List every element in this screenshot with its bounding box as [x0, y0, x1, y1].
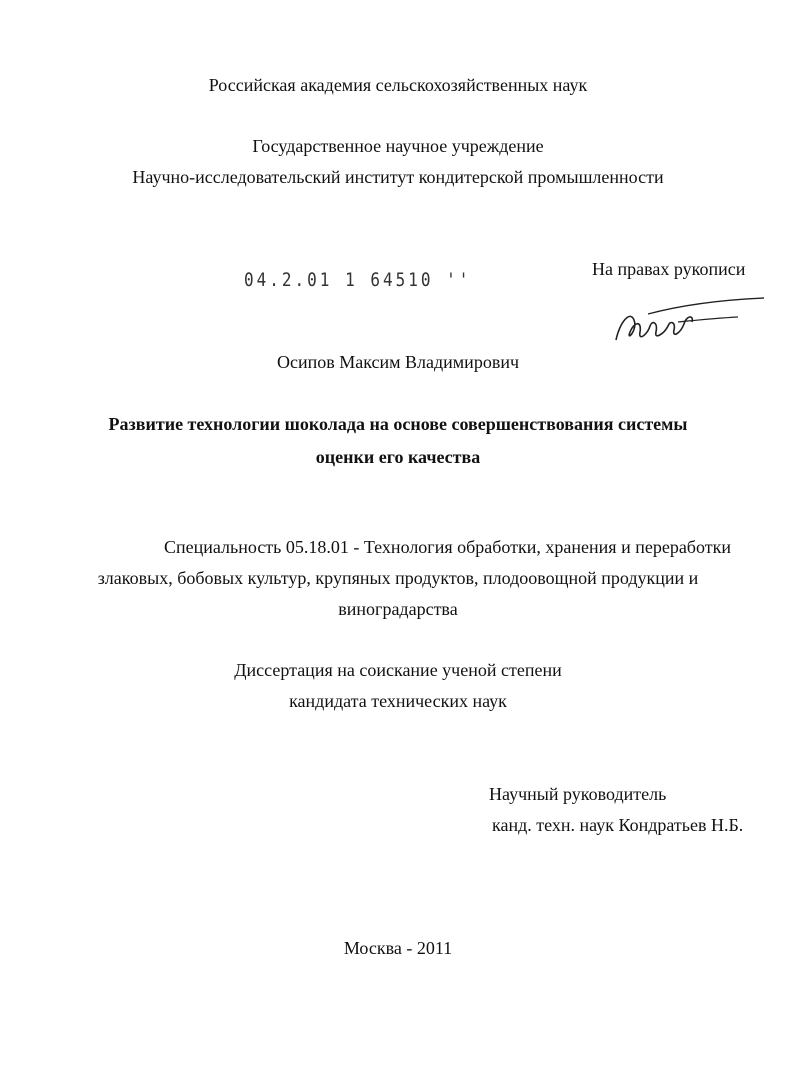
city-year: Москва - 2011	[343, 938, 453, 958]
thesis-title-line-1: Развитие технологии шоколада на основе совершенствования системы	[108, 414, 688, 434]
supervisor-name: канд. техн. наук Кондратьев Н.Б.	[492, 815, 744, 835]
manuscript-rights: На правах рукописи	[592, 259, 746, 279]
author-name: Осипов Максим Владимирович	[276, 352, 520, 372]
institution-type: Государственное научное учреждение	[252, 136, 544, 156]
supervisor-label: Научный руководитель	[489, 784, 667, 804]
degree-line-2: кандидата технических наук	[289, 691, 507, 711]
specialty-line-1: Специальность 05.18.01 - Технология обработки, хранения и переработки	[164, 537, 731, 557]
institute-name: Научно-исследовательский институт кондитерской промышленности	[132, 167, 664, 187]
signature-icon	[608, 292, 768, 352]
thesis-title-line-2: оценки его качества	[315, 447, 481, 467]
specialty-line-2: злаковых, бобовых культур, крупяных продуктов, плодоовощной продукции и	[97, 568, 699, 588]
degree-line-1: Диссертация на соискание ученой степени	[234, 660, 562, 680]
academy-name: Российская академия сельскохозяйственных наук	[208, 75, 588, 95]
specialty-line-3: виноградарства	[338, 599, 458, 619]
registration-stamp: 04.2.01 1 64510 ''	[244, 268, 472, 291]
